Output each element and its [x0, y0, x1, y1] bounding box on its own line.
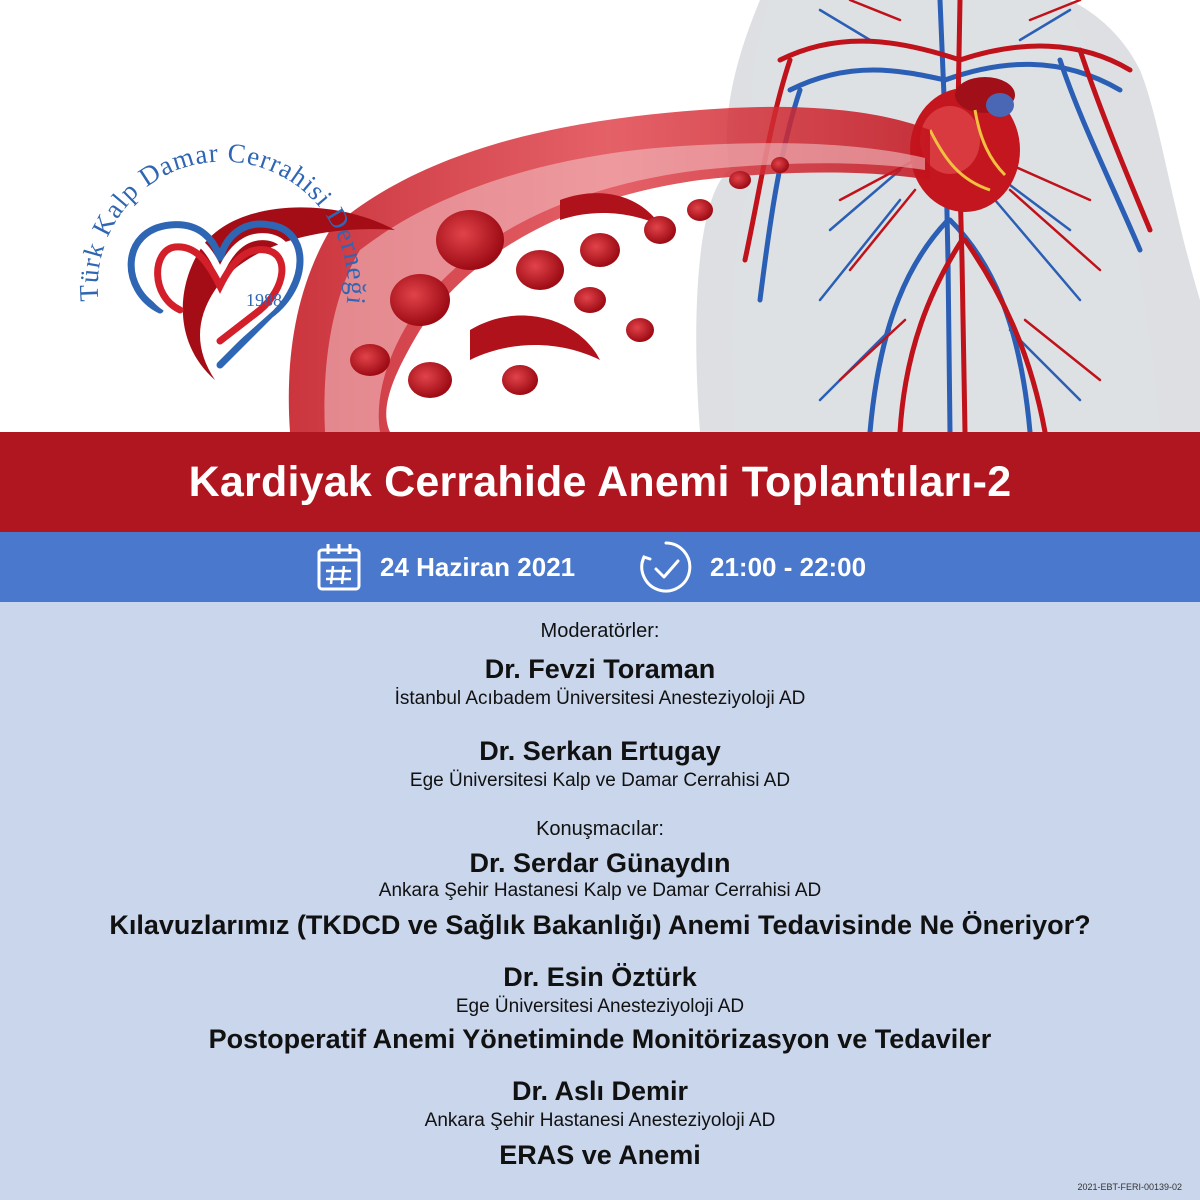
logo-year: 1988 [246, 290, 282, 310]
speaker-topic: ERAS ve Anemi [499, 1140, 701, 1170]
moderator-affiliation: İstanbul Acıbadem Üniversitesi Anesteziyoloji AD [394, 688, 806, 709]
moderator-name: Dr. Serkan Ertugay [479, 736, 721, 766]
event-time-text: 21:00 - 22:00 [710, 551, 867, 582]
moderator-name: Dr. Fevzi Toraman [484, 654, 716, 684]
speaker-name: Dr. Serdar Günaydın [469, 848, 731, 878]
speaker-name: Dr. Aslı Demir [511, 1076, 689, 1106]
speaker-name: Dr. Esin Öztürk [503, 962, 697, 992]
moderators-label: Moderatörler: [540, 620, 660, 642]
event-date [316, 532, 575, 602]
speaker-affiliation: Ankara Şehir Hastanesi Kalp ve Damar Cerrahisi AD [378, 880, 822, 901]
svg-text:Türk Kalp Damar Cerrahisi Dern: Türk Kalp Damar Cerrahisi Derneği [73, 137, 372, 307]
title-band [0, 432, 1200, 532]
calendar-icon [316, 542, 362, 592]
event-info-band [0, 532, 1200, 602]
speakers-label: Konuşmacılar: [536, 818, 664, 840]
hero-illustration [0, 0, 1200, 432]
speaker-affiliation: Ankara Şehir Hastanesi Anesteziyoloji AD [424, 1110, 776, 1131]
event-date-text: 24 Haziran 2021 [380, 551, 576, 582]
speaker-affiliation: Ege Üniversitesi Anesteziyoloji AD [455, 996, 745, 1017]
tkdcd-logo [40, 110, 400, 432]
event-time [638, 532, 866, 602]
program-content [0, 602, 1200, 1200]
speaker-topic: Postoperatif Anemi Yönetiminde Monitörizasyon ve Tedaviler [208, 1024, 992, 1054]
clock-icon [638, 539, 694, 595]
page-title: Kardiyak Cerrahide Anemi Toplantıları-2 [188, 457, 1012, 506]
moderator-affiliation: Ege Üniversitesi Kalp ve Damar Cerrahisi AD [409, 770, 791, 791]
document-code: 2021-EBT-FERI-00139-02 [1077, 1182, 1182, 1192]
speaker-topic: Kılavuzlarımız (TKDCD ve Sağlık Bakanlığı) Anemi Tedavisinde Ne Öneriyor? [109, 910, 1091, 940]
